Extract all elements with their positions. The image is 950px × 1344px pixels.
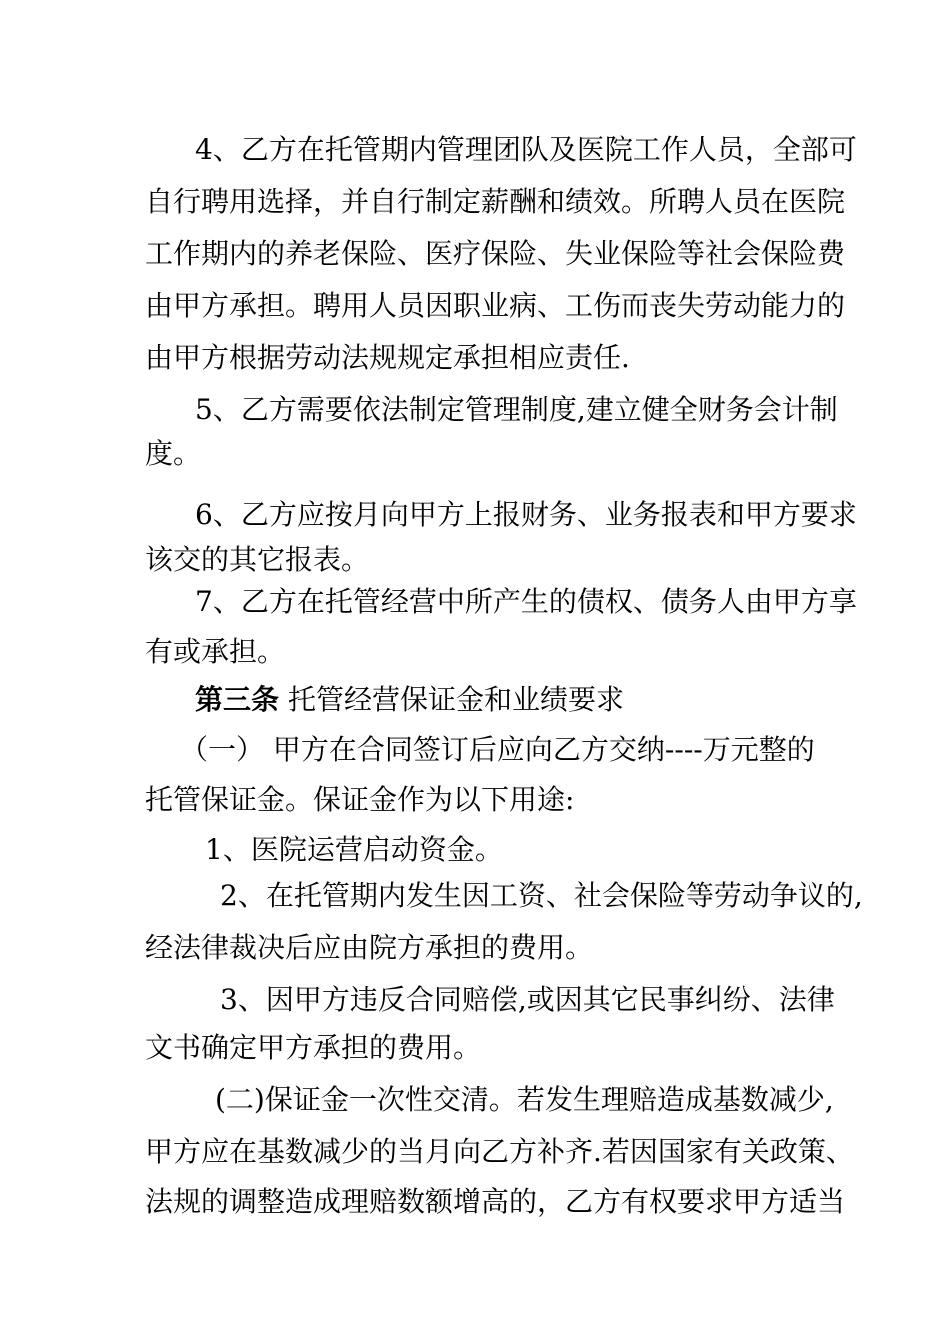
paragraph-7-line-1: 7、乙方在托管经营中所产生的债权、债务人由甲方享: [195, 585, 857, 618]
paragraph-4-line-4: 由甲方承担。聘用人员因职业病、工伤而丧失劳动能力的: [145, 289, 846, 322]
paragraph-4-line-1: 4、乙方在托管期内管理团队及医院工作人员，全部可: [195, 133, 857, 166]
clause-one-line-1: （一） 甲方在合同签订后应向乙方交纳----万元整的: [180, 733, 815, 766]
use-item-3-line-1: 3、因甲方违反合同赔偿,或因其它民事纠纷、法律: [220, 983, 835, 1016]
use-item-2-line-2: 经法律裁决后应由院方承担的费用。: [145, 931, 594, 964]
use-item-1: 1、医院运营启动资金。: [205, 833, 503, 866]
section-three-heading-title: 托管经营保证金和业绩要求: [288, 683, 625, 716]
clause-one-line-2: 托管保证金。保证金作为以下用途:: [145, 783, 575, 816]
paragraph-4-line-2: 自行聘用选择，并自行制定薪酬和绩效。所聘人员在医院: [145, 185, 846, 218]
paragraph-5-line-2: 度。: [145, 437, 202, 470]
paragraph-6-line-1: 6、乙方应按月向甲方上报财务、业务报表和甲方要求: [195, 498, 857, 531]
section-three-heading-label: 第三条: [195, 683, 280, 716]
paragraph-5-line-1: 5、乙方需要依法制定管理制度,建立健全财务会计制: [195, 393, 838, 426]
use-item-3-line-2: 文书确定甲方承担的费用。: [145, 1031, 482, 1064]
use-item-2-line-1: 2、在托管期内发生因工资、社会保险等劳动争议的,: [220, 879, 863, 912]
clause-two-line-3: 法规的调整造成理赔数额增高的，乙方有权要求甲方适当: [145, 1185, 846, 1218]
paragraph-4-line-5: 由甲方根据劳动法规规定承担相应责任.: [145, 341, 630, 374]
paragraph-7-line-2: 有或承担。: [145, 635, 286, 668]
clause-two-line-1: (二)保证金一次性交清。若发生理赔造成基数减少,: [215, 1083, 834, 1116]
paragraph-6-line-2: 该交的其它报表。: [145, 543, 370, 576]
clause-two-line-2: 甲方应在基数减少的当月向乙方补齐.若因国家有关政策、: [145, 1135, 854, 1168]
paragraph-4-line-3: 工作期内的养老保险、医疗保险、失业保险等社会保险费: [145, 237, 846, 270]
